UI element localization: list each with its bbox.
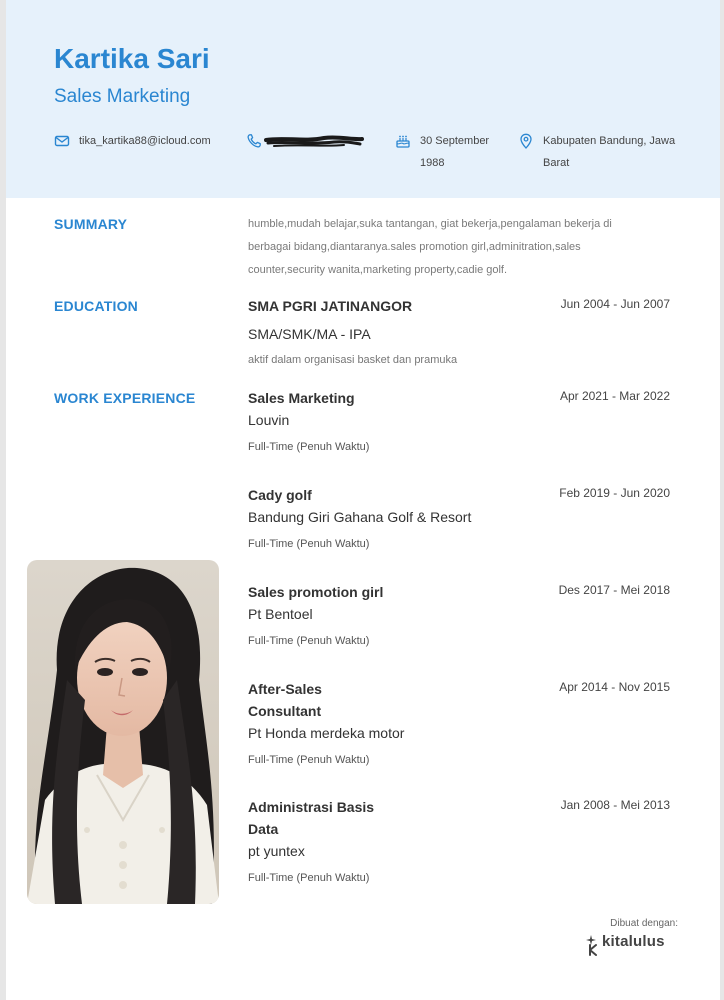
job-type: Full-Time (Penuh Waktu) [248, 441, 370, 453]
job-entry [248, 796, 670, 884]
education-date: Jun 2004 - Jun 2007 [560, 297, 670, 311]
job-entry [248, 678, 670, 766]
summary-line: berbagai bidang,diantaranya.sales promotion girl,adminitration,sales [248, 241, 581, 253]
job-type: Full-Time (Penuh Waktu) [248, 754, 370, 766]
address-line2: Barat [543, 157, 570, 169]
phone-icon [246, 133, 262, 149]
job-company: Pt Bentoel [248, 606, 313, 622]
candidate-title: Sales Marketing [54, 86, 191, 107]
job-title: Sales Marketing [248, 390, 355, 406]
job-title-line1: After-Sales [248, 681, 322, 697]
candidate-name: Kartika Sari [54, 43, 210, 74]
job-type: Full-Time (Penuh Waktu) [248, 538, 370, 550]
job-title-line1: Administrasi Basis [248, 799, 375, 815]
location-pin-icon [518, 133, 534, 149]
summary-line: humble,mudah belajar,suka tantangan, giat bekerja,pengalaman bekerja di [248, 218, 612, 230]
summary-text [248, 213, 678, 282]
summary-line: counter,security wanita,marketing property,cadie golf. [248, 264, 508, 276]
job-date: Feb 2019 - Jun 2020 [559, 486, 670, 500]
job-date: Apr 2014 - Nov 2015 [559, 680, 670, 694]
work-heading: WORK EXPERIENCE [54, 390, 196, 406]
job-entry [248, 484, 670, 550]
job-date: Jan 2008 - Mei 2013 [560, 798, 670, 812]
address-line1: Kabupaten Bandung, Jawa [543, 135, 676, 147]
kitalulus-logo [586, 932, 676, 956]
email-text: tika_kartika88@icloud.com [79, 135, 211, 147]
cake-icon [395, 133, 411, 149]
education-note: aktif dalam organisasi basket dan pramuka [248, 354, 458, 366]
job-title-line2: Data [248, 821, 279, 837]
school-name: SMA PGRI JATINANGOR [248, 298, 413, 314]
redacted-phone-scribble [264, 134, 364, 148]
birthdate-line2: 1988 [420, 157, 445, 169]
education-heading: EDUCATION [54, 298, 138, 314]
job-title: Cady golf [248, 487, 312, 503]
job-entry [248, 387, 670, 453]
profile-photo [27, 560, 219, 904]
job-entry [248, 581, 670, 647]
job-company: pt yuntex [248, 843, 305, 859]
job-date: Des 2017 - Mei 2018 [558, 583, 670, 597]
resume-header [6, 0, 720, 198]
summary-heading: SUMMARY [54, 216, 128, 232]
job-company: Bandung Giri Gahana Golf & Resort [248, 509, 472, 525]
job-type: Full-Time (Penuh Waktu) [248, 872, 370, 884]
mail-icon [54, 133, 70, 149]
brand-name: kitalulus [602, 933, 665, 950]
profile-photo-illustration [27, 560, 219, 904]
job-title: Sales promotion girl [248, 584, 384, 600]
job-company: Pt Honda merdeka motor [248, 725, 405, 741]
degree: SMA/SMK/MA - IPA [248, 326, 371, 342]
job-title-line2: Consultant [248, 703, 322, 719]
job-date: Apr 2021 - Mar 2022 [559, 389, 670, 403]
resume-page [6, 0, 720, 1000]
education-entry [248, 295, 670, 366]
brand-sparkle-icon [586, 934, 600, 956]
footer-credit: Dibuat dengan: [610, 918, 678, 929]
birthdate-line1: 30 September [420, 135, 490, 147]
job-type: Full-Time (Penuh Waktu) [248, 635, 370, 647]
job-company: Louvin [248, 412, 290, 428]
